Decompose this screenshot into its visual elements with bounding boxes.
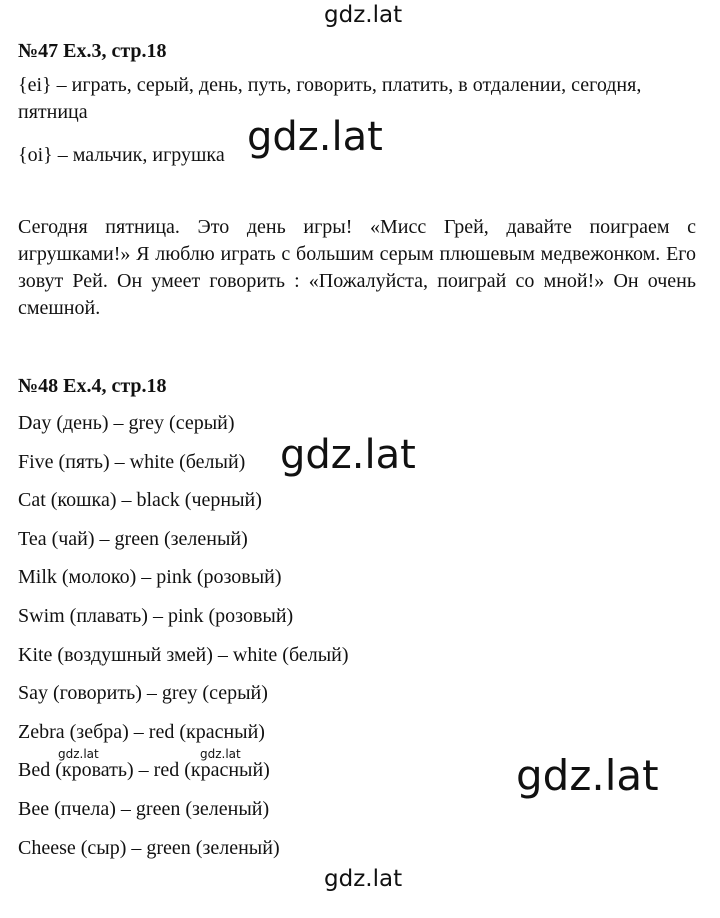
list-item: Tea (чай) – green (зеленый) <box>18 527 248 550</box>
list-item: Bee (пчела) – green (зеленый) <box>18 797 270 820</box>
list-item: Cat (кошка) – black (черный) <box>18 489 262 512</box>
watermark-small: gdz.lat <box>58 747 99 761</box>
exercise-47-paragraph: Сегодня пятница. Это день игры! «Мисс Грей, давайте поиграем с игрушками!» Я люблю играть с большим серым плюшевым медвежонком. Его зовут Рей. Он умеет говорить : «Пожалуйста, поиграй со мной!» Он очень смешной. <box>18 216 696 319</box>
list-item: Zebra (зебра) – red (красный) <box>18 720 265 743</box>
watermark-large: gdz.lat <box>247 114 383 160</box>
oi-sound-words: {oi} – мальчик, игрушка <box>18 144 225 166</box>
watermark-large: gdz.lat <box>516 751 659 800</box>
list-item: Cheese (сыр) – green (зеленый) <box>18 836 280 859</box>
ei-sound-words: {ei} – играть, серый, день, путь, говорить, платить, в отдалении, сегодня, пятница <box>18 74 642 123</box>
list-item: Milk (молоко) – pink (розовый) <box>18 566 282 589</box>
watermark-bottom: gdz.lat <box>324 866 403 892</box>
watermark-large: gdz.lat <box>280 432 416 478</box>
exercise-48-heading: №48 Ex.4, стр.18 <box>18 375 167 397</box>
list-item: Say (говорить) – grey (серый) <box>18 682 268 705</box>
watermark-top: gdz.lat <box>324 2 403 28</box>
list-item: Swim (плавать) – pink (розовый) <box>18 604 294 627</box>
watermark-small: gdz.lat <box>200 747 241 761</box>
word-color-list <box>18 411 349 874</box>
list-item: Day (день) – grey (серый) <box>18 412 235 434</box>
exercise-47-heading: №47 Ex.3, стр.18 <box>18 40 167 62</box>
list-item: Kite (воздушный змей) – white (белый) <box>18 643 349 666</box>
list-item: Five (пять) – white (белый) <box>18 450 246 473</box>
list-item: Bed (кровать) – red (красный) <box>18 759 270 782</box>
